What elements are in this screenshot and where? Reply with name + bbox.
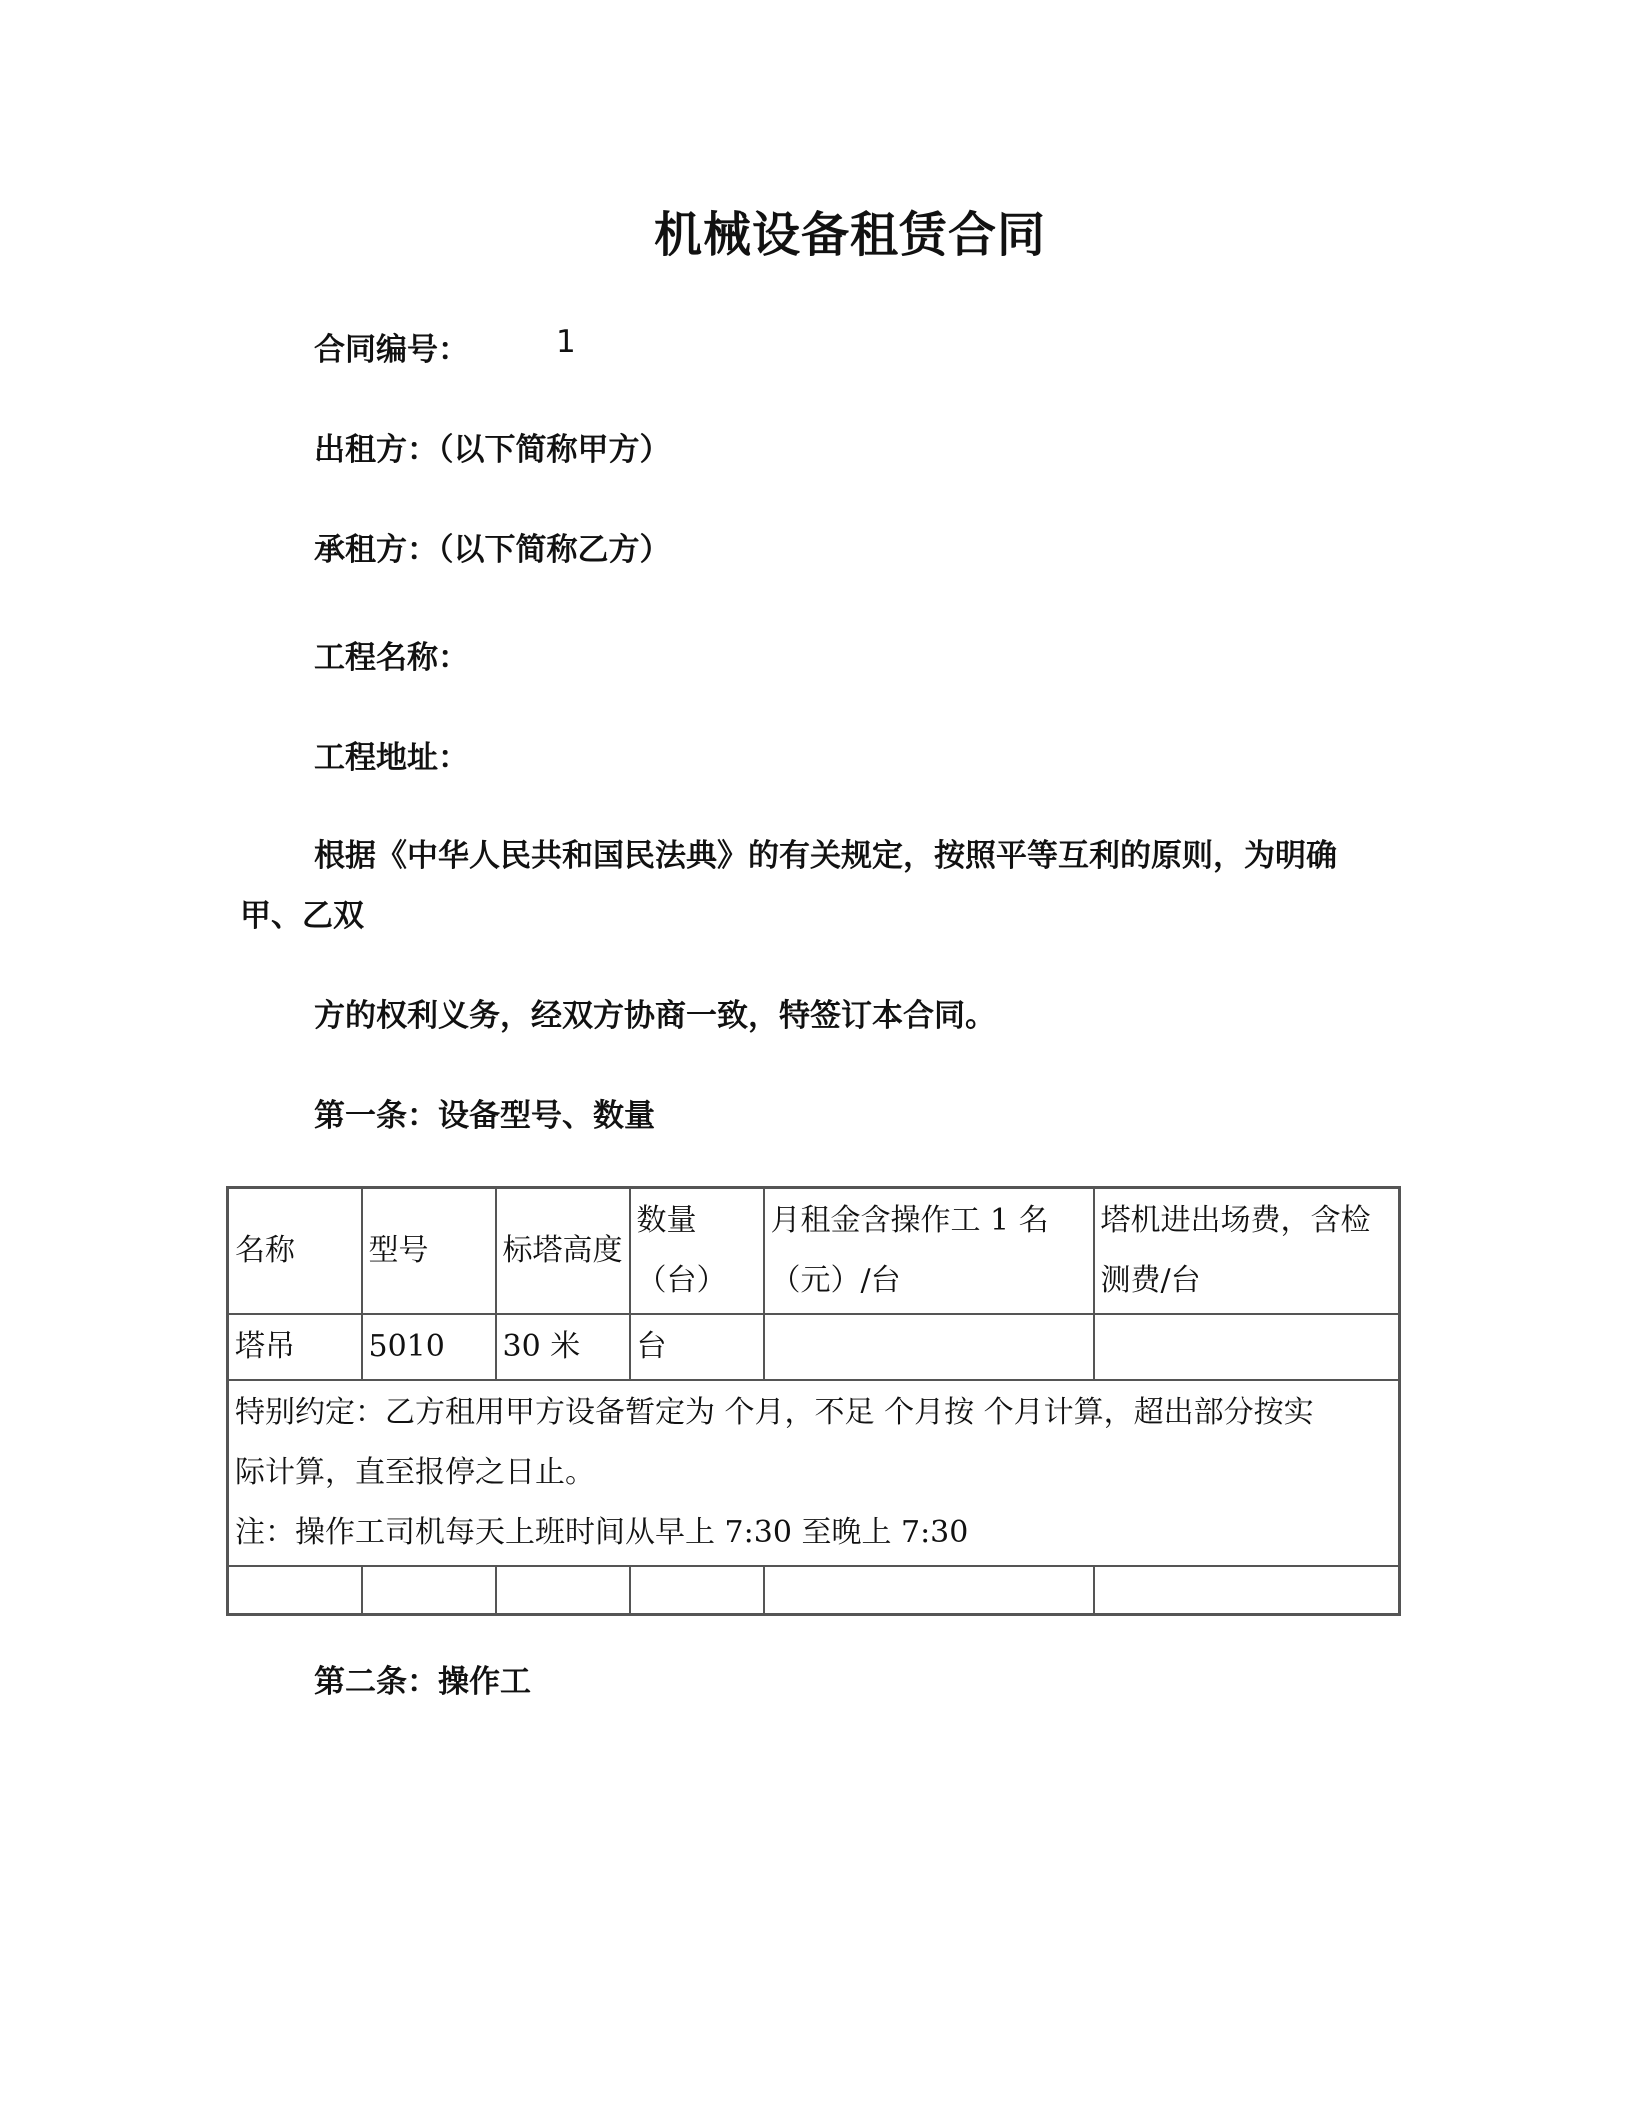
header-entry-exit-fee-line-2: 测费/台: [1100, 1263, 1201, 1298]
cell-quantity: 台: [630, 1314, 764, 1380]
header-name: 名称: [228, 1188, 362, 1315]
header-model: 型号: [362, 1188, 496, 1315]
header-quantity: [630, 1188, 764, 1315]
cell-model: 5010: [362, 1314, 496, 1380]
lessee-line: 承租方：（以下简称乙方）: [314, 532, 671, 568]
table-row: [228, 1314, 1400, 1380]
empty-cell: [764, 1566, 1094, 1615]
empty-row: [228, 1566, 1400, 1615]
cell-monthly-rent: [764, 1314, 1094, 1380]
empty-cell: [228, 1566, 362, 1615]
header-entry-exit-fee-line-1: 塔机进出场费，含检: [1100, 1203, 1371, 1238]
header-height: 标塔高度: [496, 1188, 630, 1315]
empty-cell: [1094, 1566, 1400, 1615]
preamble-line-2: 甲、乙双: [240, 898, 364, 934]
special-terms-line-2: 际计算，直至报停之日止。: [235, 1455, 595, 1490]
header-quantity-line-2: （台）: [636, 1263, 727, 1298]
cell-height: 30 米: [496, 1314, 630, 1380]
header-monthly-rent-line-1: 月租金含操作工 1 名: [770, 1203, 1049, 1238]
header-entry-exit-fee: [1094, 1188, 1400, 1315]
contract-number-value: 1: [556, 324, 576, 360]
empty-cell: [362, 1566, 496, 1615]
preamble-line-3: 方的权利义务，经双方协商一致，特签订本合同。: [314, 998, 996, 1034]
header-quantity-line-1: 数量: [636, 1203, 697, 1238]
cell-name: 塔吊: [228, 1314, 362, 1380]
contract-number-label: 合同编号：: [314, 332, 469, 368]
cell-entry-exit-fee: [1094, 1314, 1400, 1380]
header-monthly-rent-line-2: （元）/台: [770, 1263, 901, 1298]
preamble-line-1: 根据《中华人民共和国民法典》的有关规定，按照平等互利的原则，为明确: [314, 838, 1337, 874]
working-hours-note: 注：操作工司机每天上班时间从早上 7:30 至晚上 7:30: [235, 1515, 969, 1550]
empty-cell: [630, 1566, 764, 1615]
lessor-line: 出租方：（以下简称甲方）: [314, 432, 671, 468]
article-1-heading: 第一条：设备型号、数量: [314, 1098, 655, 1134]
project-address-line: 工程地址：: [314, 740, 469, 776]
project-name-line: 工程名称：: [314, 640, 469, 676]
header-monthly-rent: [764, 1188, 1094, 1315]
table-header-row: [228, 1188, 1400, 1315]
document-title: 机械设备租赁合同: [653, 207, 1046, 263]
special-terms-row: [228, 1380, 1400, 1566]
special-terms-line-1: 特别约定：乙方租用甲方设备暂定为 个月，不足 个月按 个月计算，超出部分按实: [235, 1395, 1314, 1430]
article-2-heading: 第二条：操作工: [314, 1664, 531, 1700]
empty-cell: [496, 1566, 630, 1615]
special-terms-cell: [228, 1380, 1400, 1566]
equipment-table: [226, 1186, 1401, 1616]
